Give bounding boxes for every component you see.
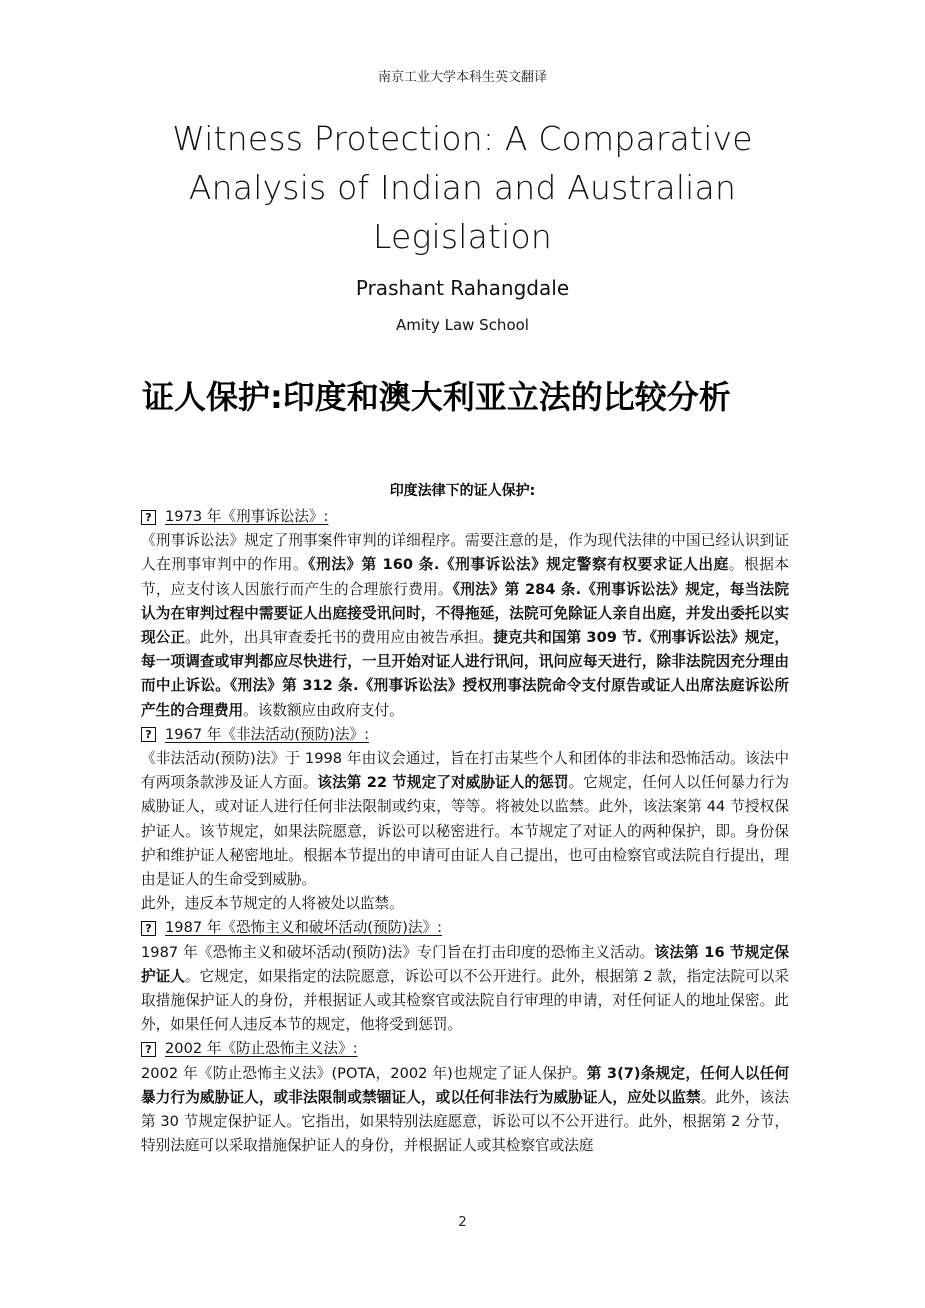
subsection-heading xyxy=(141,916,789,940)
text-segment: 。它规定，如果指定的法院愿意，诉讼可以不公开进行。此外，根据第 2 款，指定法院可以采取措施保护证人的身份，并根据证人或其检察官或法院自行审理的申请，对任何证人的地址保密。此外，如果任何人违反本节的规定，他将受到惩罚。 xyxy=(141,967,789,1034)
bold-text-segment: 该法第 22 节规定了对威胁证人的惩罚 xyxy=(317,774,569,792)
english-title xyxy=(100,114,825,261)
subsection-label: 1987 年《恐怖主义和破坏活动(预防)法》: xyxy=(165,919,442,937)
text-segment: 。它规定，任何人以任何暴力行为威胁证人，或对证人进行任何非法限制或约束，等等。将被处以监禁。此外，该法案第 44 节授权保护证人。该节规定，如果法院愿意，诉讼可以秘密进行。本节规定了对证人的两种保护，即。身份保护和维护证人秘密地址。根据本节提出的申请可由证人自己提出，也可由检察官或法院自行提出，理由是证人的生命受到威胁。 xyxy=(141,774,789,889)
bold-text-segment: 该法第 16 节规定保护证人 xyxy=(141,943,789,985)
bold-text-segment: 《刑法》第 284 条.《刑事诉讼法》规定，每当法院认为在审判过程中需要证人出庭接受讯问时，不得拖延，法院可免除证人亲自出庭，并发出委托以实现公正 xyxy=(141,580,789,646)
english-title-line: Witness Protection: A Comparative xyxy=(172,119,753,158)
question-box-icon: ? xyxy=(141,1042,156,1057)
subsection-label: 1967 年《非法活动(预防)法》: xyxy=(165,725,370,743)
subsection-heading xyxy=(141,505,789,529)
english-title-line: Analysis of Indian and Australian xyxy=(188,168,737,207)
question-box-icon: ? xyxy=(141,727,156,742)
paragraph xyxy=(141,1062,789,1159)
bold-text-segment: 捷克共和国第 309 节.《刑事诉讼法》规定，每一项调查或审判都应尽快进行，一旦开始对证人进行讯问，讯问应每天进行，除非法院因充分理由而中止诉讼。《刑法》第 312 条.《刑事诉讼法》授权刑事法院命令支付原告或证人出席法庭诉讼所产生的合理费用 xyxy=(141,629,789,719)
text-segment: 1987 年《恐怖主义和破坏活动(预防)法》专门旨在打击印度的恐怖主义活动。 xyxy=(141,943,655,961)
text-segment: 2002 年《防止恐怖主义法》(POTA，2002 年)也规定了证人保护。 xyxy=(141,1064,587,1082)
paragraph xyxy=(141,529,789,723)
text-segment: 。该数额应由政府支付。 xyxy=(243,701,404,719)
text-segment: 。根据本节，应支付该人因旅行而产生的合理旅行费用。 xyxy=(141,556,789,598)
subsection-label: 2002 年《防止恐怖主义法》: xyxy=(165,1040,358,1058)
section-heading: 印度法律下的证人保护: xyxy=(389,483,536,499)
question-box-icon: ? xyxy=(141,921,156,936)
paragraph xyxy=(141,747,789,892)
running-header: 南京工业大学本科生英文翻译 xyxy=(377,70,547,85)
page-number: 2 xyxy=(458,1215,467,1230)
text-segment: 。此外，该法第 30 节规定保护证人。它指出，如果特别法庭愿意，诉讼可以不公开进行。此外，根据第 2 分节，特别法庭可以采取措施保护证人的身份，并根据证人或其检察官或法庭 xyxy=(141,1088,789,1155)
text-segment: 《刑事诉讼法》规定了刑事案件审判的详细程序。需要注意的是，作为现代法律的中国已经认识到证人在刑事审判中的作用。 xyxy=(141,532,789,574)
subsection-heading xyxy=(141,723,789,747)
paragraph xyxy=(141,941,789,1038)
body-content xyxy=(141,505,789,1158)
subsection-label: 1973 年《刑事诉讼法》: xyxy=(165,508,329,525)
english-title-line: Legislation xyxy=(372,217,553,256)
subsection-heading xyxy=(141,1037,789,1061)
bold-text-segment: 第 3(7)条规定，任何人以任何暴力行为威胁证人，或非法限制或禁锢证人，或以任何非法行为威胁证人，应处以监禁 xyxy=(141,1064,790,1106)
author-affiliation: Amity Law School xyxy=(396,316,529,334)
chinese-title: 证人保护:印度和澳大利亚立法的比较分析 xyxy=(142,378,731,416)
text-segment: 。此外，出具审查委托书的费用应由被告承担。 xyxy=(185,629,494,646)
paragraph: 此外，违反本节规定的人将被处以监禁。 xyxy=(141,895,404,913)
bold-text-segment: 《刑法》第 160 条.《刑事诉讼法》规定警察有权要求证人出庭 xyxy=(308,556,729,574)
author-name: Prashant Rahangdale xyxy=(355,276,570,300)
text-segment: 《非法活动(预防)法》于 1998 年由议会通过，旨在打击某些个人和团体的非法和恐怖活动。该法中有两项条款涉及证人方面。 xyxy=(141,750,789,792)
question-box-icon: ? xyxy=(141,510,156,525)
